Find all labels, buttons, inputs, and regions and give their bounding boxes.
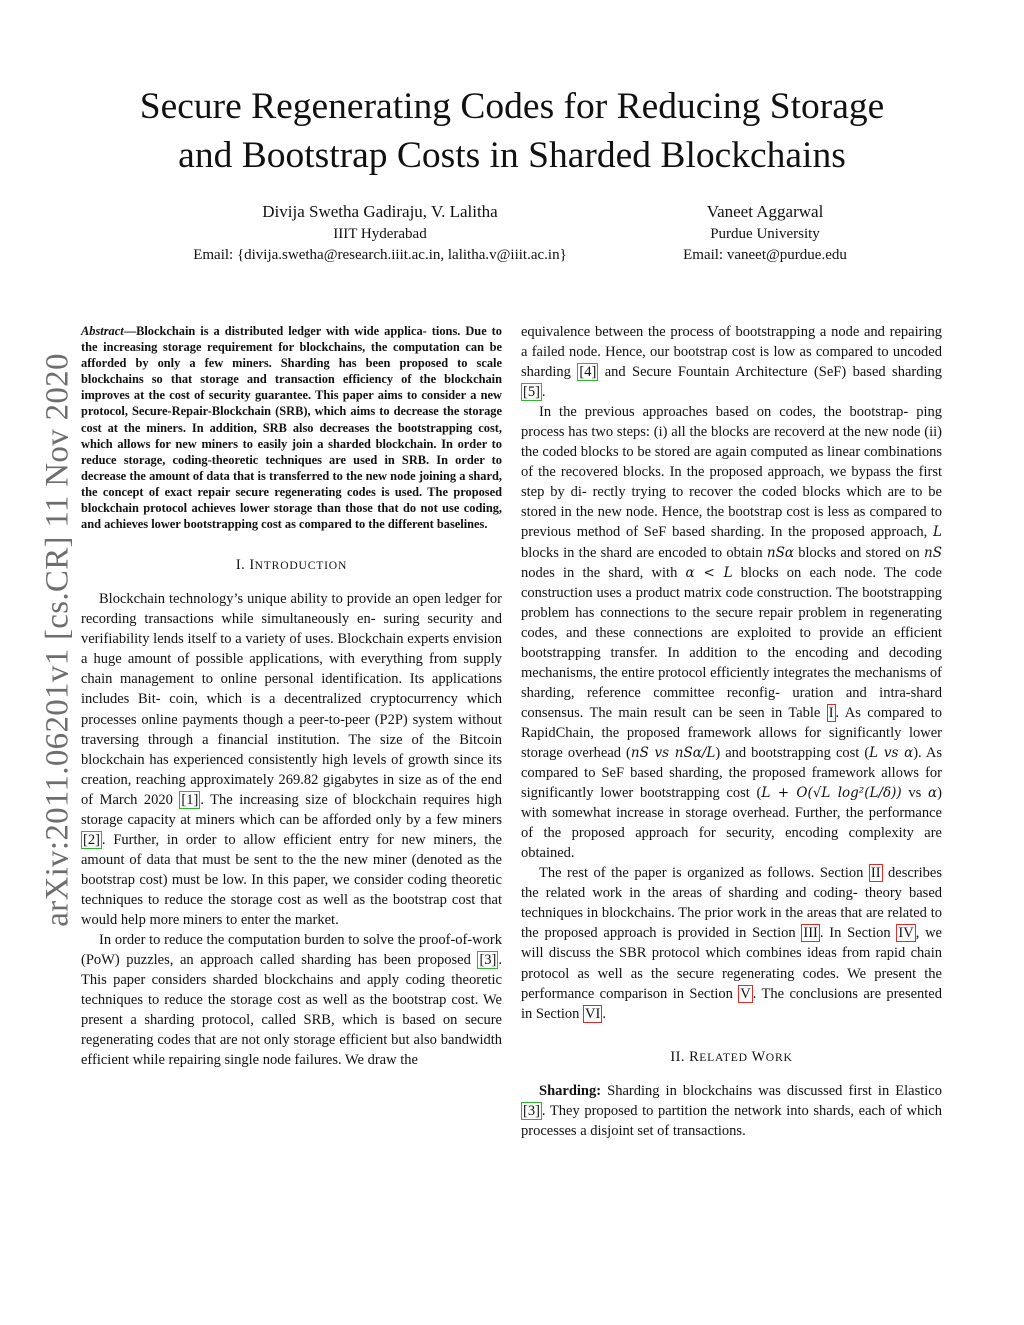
title-line-1: Secure Regenerating Codes for Reducing Storage xyxy=(139,86,885,127)
author-names: Divija Swetha Gadiraju, V. Lalitha xyxy=(262,202,498,221)
math-inline: nSα xyxy=(766,544,794,561)
citation-link[interactable]: [5] xyxy=(523,384,540,401)
text-run: ) and bootstrapping cost ( xyxy=(715,744,870,761)
text-run: blocks on each node. The code construction uses a product matrix code construction. The bootstrapping problem has connections to the secure repair problem in regenerating codes, and these connections are exploited to provide an efficient bootstrapping transfer. In addition to the encoding and decoding mechanisms, the entire protocol efficiently integrates the mechanisms of sharding, reference committee reconfig- uration and intra-shard consensus. The main result can be seen in Table xyxy=(521,564,942,721)
author-affiliation: IIIT Hyderabad xyxy=(333,226,427,242)
text-run: In the previous approaches based on codes, the bootstrap- ping process has two steps: (i) all the blocks are recoverd at the new node (ii) the coded blocks to be stored are again computed as linear combinations of the recovered blocks. In the proposed approach, we bypass the first step by di- rectly trying to recover the coded blocks which are to be stored in the new node. Hence, the bootstrap cost is less as compared to previous method of SeF based sharding. In the proposed approach, xyxy=(521,404,942,541)
intro-paragraph-4 xyxy=(521,863,942,1023)
math-inline: nS vs nSα/L xyxy=(630,744,716,761)
text-run: . As compared to RapidChain, the proposed framework allows for significantly lower storage overhead ( xyxy=(521,704,942,761)
section-title-rest: ORK xyxy=(765,1050,793,1064)
table-reference-link[interactable]: I xyxy=(828,704,834,721)
text-run: vs xyxy=(901,785,929,802)
left-column xyxy=(81,322,502,1070)
text-run: The rest of the paper is organized as follows. Section xyxy=(539,865,869,882)
math-inline: L xyxy=(933,524,942,541)
author-email: Email: {divija.swetha@research.iiit.ac.in, lalitha.v@iiit.ac.in} xyxy=(193,247,567,263)
text-run: . xyxy=(541,384,546,401)
section-reference-link[interactable]: V xyxy=(740,985,751,1002)
citation-link[interactable]: [1] xyxy=(181,791,199,808)
math-inline: α < L xyxy=(685,564,733,581)
right-column xyxy=(521,322,942,1141)
text-run: Blockchain technology’s unique ability to provide an open ledger for recording transactions while simultaneously en- suring security and verifiability lends itself to a variety of uses. Blockchain experts envision a huge amount of possible applications, with everything from supply chain management to online personal identification. Its applications includes Bit- coin, which is a decentralized cryptocurrency which processes online payments though a peer-to-peer (P2P) system without traversing through a financial institution. The size of the Bitcoin blockchain has experienced consistently high levels of growth since its creation, reaching approximately 269.82 gigabytes in size as of the end of March 2020 xyxy=(81,591,502,808)
section-reference-link[interactable]: IV xyxy=(898,925,914,942)
abstract-label: Abstract xyxy=(81,324,124,338)
intro-paragraph-2-continued xyxy=(521,322,942,402)
math-inline: α xyxy=(928,785,938,802)
text-run: In order to reduce the computation burden to solve the proof-of-work (PoW) puzzles, an approach called sharding has been proposed xyxy=(81,932,502,969)
abstract-text: —Blockchain is a distributed ledger with wide applica- tions. Due to the increasing storage requirement for blockchains, the computation can be afforded by only a few miners. Sharding has been proposed to scale blockchains so that storage and transaction efficiency of the blockchain improves at the cost of security guarantee. This paper aims to consider a new protocol, Secure-Repair-Blockchain (SRB), which aims to decrease the storage cost at the miners. In addition, SRB also decreases the bootstrapping cost, which allows for new miners to easily join a sharded blockchain. In order to reduce storage, coding-theoretic techniques are used in SRB. In order to decrease the amount of data that is transferred to the new node joining a shard, the concept of exact repair secure regenerating codes is used. The proposed blockchain protocol achieves lower storage than those that do not use coding, and achieves lower bootstrapping cost as compared to the different baselines. xyxy=(81,324,502,532)
citation-link[interactable]: [4] xyxy=(579,364,597,381)
section-title-initial: R xyxy=(689,1048,700,1065)
section-number: II. xyxy=(670,1048,686,1065)
intro-paragraph-2 xyxy=(81,930,502,1070)
arxiv-identifier: arXiv:2011.06201v1 [cs.CR] 11 Nov 2020 xyxy=(39,353,76,927)
related-paragraph-1 xyxy=(521,1081,942,1141)
text-run: ) with somewhat increase in storage overhead. Further, the performance of the proposed approach for security, encoding complexity are obtained. xyxy=(521,785,942,862)
text-run: . The conclusions are presented in Section xyxy=(521,985,942,1022)
text-run: ). As compared to SeF based sharding, the proposed framework allows for significantly lower bootstrapping cost ( xyxy=(521,744,942,802)
text-run: . xyxy=(602,1005,606,1022)
text-run: nodes in the shard, with xyxy=(521,564,686,581)
section-reference-link[interactable]: III xyxy=(803,925,818,942)
text-run: . The increasing size of blockchain requires high storage capacity at miners which can be afforded only by a few miners xyxy=(81,791,502,828)
text-run: equivalence between the process of bootstrapping a node and repairing a failed node. Hence, our bootstrap cost is low as compared to uncoded sharding xyxy=(521,324,942,381)
author-names: Vaneet Aggarwal xyxy=(706,202,824,221)
section-heading-related-work xyxy=(521,1048,942,1067)
intro-paragraph-3 xyxy=(521,402,942,863)
section-title-initial: I xyxy=(249,557,255,574)
paper-title xyxy=(0,82,1024,180)
text-run: Sharding in blockchains was discussed first in Elastico xyxy=(601,1082,942,1099)
math-inline: L + O(√L log²(L/δ)) xyxy=(761,785,902,802)
text-run: describes the related work in the areas of sharding and coding- theory based techniques in blockchains. The prior work in the areas that are related to the proposed approach is provided in Section xyxy=(521,865,942,942)
text-run: , we will discuss the SBR protocol which combines ideas from rapid chain protocol as well as the secure regenerating codes. We present the performance comparison in Section xyxy=(521,925,942,1002)
author-email: Email: vaneet@purdue.edu xyxy=(683,247,847,263)
section-title-rest: NTRODUCTION xyxy=(254,559,348,573)
text-run: and Secure Fountain Architecture (SeF) based sharding xyxy=(598,364,942,381)
run-in-heading: Sharding: xyxy=(539,1082,602,1099)
section-number: I. xyxy=(235,557,246,574)
abstract xyxy=(81,322,502,532)
author-affiliation: Purdue University xyxy=(710,226,820,242)
text-run: . Further, in order to allow efficient entry for new miners, the amount of data that must be sent to the the new miner (denoted as the bootstrap cost) must be low. In this paper, we consider coding theoretic techniques to reduce the storage cost as well as the bootstrap cost that would help more miners to enter the market. xyxy=(81,831,502,928)
section-reference-link[interactable]: VI xyxy=(585,1005,601,1022)
text-run: . This paper considers sharded blockchains and apply coding theoretic techniques to reduce the storage cost as well as the bootstrap cost. We present a sharding protocol, called SRB, which is based on secure regenerating codes that are not only storage efficient but also bandwidth efficient while repairing single node failures. We draw the xyxy=(81,952,502,1069)
text-run: blocks in the shard are encoded to obtain xyxy=(521,544,767,561)
text-run: . In Section xyxy=(819,925,897,942)
section-reference-link[interactable]: II xyxy=(870,865,881,882)
intro-paragraph-1 xyxy=(81,589,502,930)
title-line-2: and Bootstrap Costs in Sharded Blockchains xyxy=(178,135,846,176)
text-run: . They proposed to partition the network into shards, each of which processes a disjoint set of transactions. xyxy=(521,1102,942,1139)
citation-link[interactable]: [2] xyxy=(83,831,100,848)
section-heading-introduction xyxy=(81,556,502,575)
math-inline: L vs α xyxy=(869,744,914,761)
math-inline: nS xyxy=(924,544,942,561)
citation-link[interactable]: [3] xyxy=(479,952,497,969)
text-run: blocks and stored on xyxy=(793,544,925,561)
author-block-right xyxy=(640,200,890,266)
citation-link[interactable]: [3] xyxy=(523,1102,540,1119)
section-title-initial: W xyxy=(751,1048,766,1065)
author-block-left xyxy=(110,200,650,266)
section-title-rest: ELATED xyxy=(699,1050,748,1064)
